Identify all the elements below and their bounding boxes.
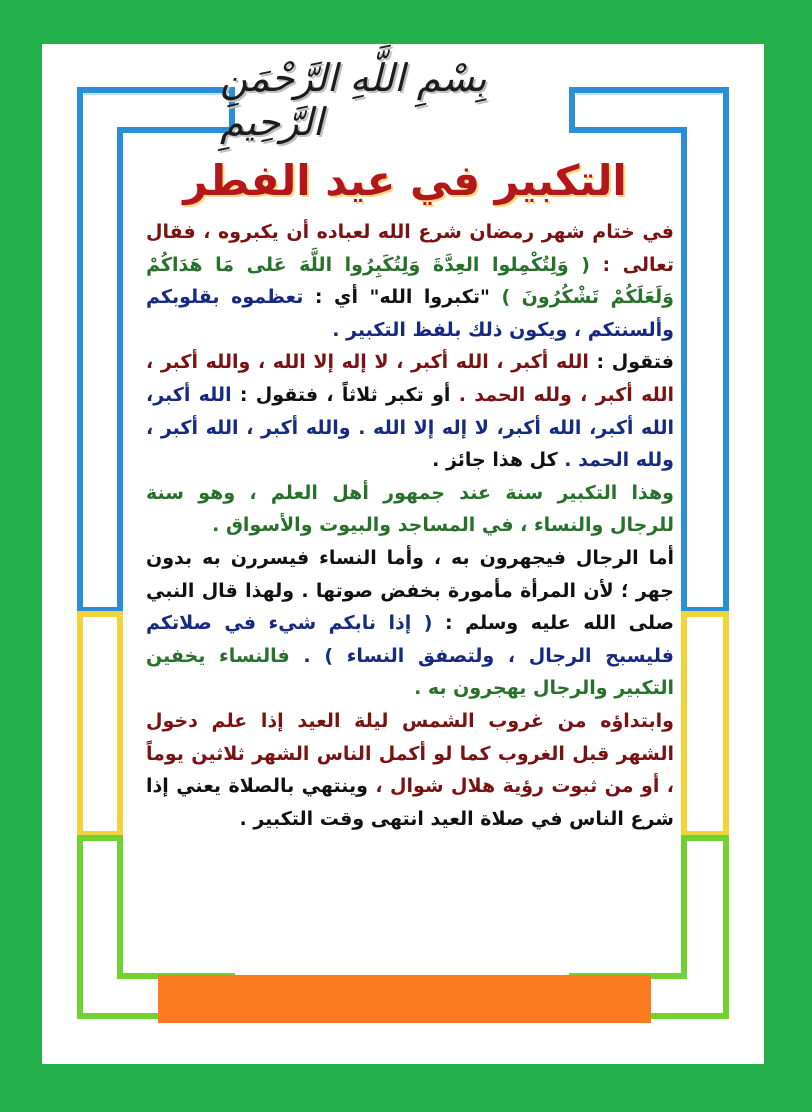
men-women-conclusion: فالنساء يخفين التكبير والرجال يهجرون به .: [146, 644, 674, 700]
formula-intro: فتقول :: [596, 351, 674, 374]
paragraph-intro: [146, 216, 674, 346]
explanation-label: "تكبروا الله" أي :: [314, 286, 490, 309]
sunnah-text: وهذا التكبير سنة عند جمهور أهل العلم ، وهو سنة للرجال والنساء ، في المساجد والبيوت والأسواق .: [146, 481, 674, 537]
basmala-calligraphy: بِسْمِ اللَّهِ الرَّحْمَنِ الرَّحِيمِ: [220, 56, 487, 144]
intro-text: في ختام شهر رمضان شرع الله لعباده أن يكبروه ، فقال تعالى :: [146, 221, 674, 276]
timing-end: وينتهي بالصلاة يعني إذا شرع الناس في صلاة العيد انتهى وقت التكبير .: [146, 775, 674, 830]
timing-text: وابتداؤه من غروب الشمس ليلة العيد إذا علم دخول الشهر قبل الغروب كما لو أكمل الناس الشهر ثلاثين يوماً ، أو من ثبوت رؤية هلال شوال ،: [146, 709, 674, 798]
hadith-text: ( إذا نابكم شيء في صلاتكم فليسبح الرجال ، ولتصفق النساء ) .: [146, 612, 674, 667]
paragraph-sunnah: [146, 477, 674, 542]
formula-alt-intro: أو تكبر ثلاثاً ، فتقول :: [239, 383, 451, 406]
formula-two: الله أكبر ، الله أكبر ، لا إله إلا الله ، والله أكبر ، الله أكبر ، ولله الحمد .: [146, 351, 674, 406]
article-body: [146, 216, 674, 835]
formula-three: الله أكبر، الله أكبر، الله أكبر، لا إله إلا الله . والله أكبر ، الله أكبر ، ولله الحمد .: [146, 383, 674, 472]
quran-verse: ( وَلِتُكْمِلوا العِدَّةَ وَلِتُكَبِرُوا اللَّهَ عَلى مَا هَدَاكُمْ وَلَعَلَكُمْ تَشْكُرُونَ ): [146, 253, 674, 309]
paragraph-timing: [146, 705, 674, 835]
formula-conclusion: كل هذا جائز .: [432, 449, 558, 472]
paragraph-men-women: [146, 542, 674, 705]
men-women-text: أما الرجال فيجهرون به ، وأما النساء فيسررن به بدون جهر ؛ لأن المرأة مأمورة بخفض صوتها . ولهذا قال النبي صلى الله عليه وسلم :: [146, 546, 674, 635]
page-title: التكبير في عيد الفطر: [183, 156, 627, 205]
explanation-text: تعظموه بقلوبكم وألسنتكم ، ويكون ذلك بلفظ التكبير .: [146, 286, 674, 341]
bottom-banner: [158, 975, 651, 1023]
paragraph-takbir-formula: [146, 346, 674, 476]
